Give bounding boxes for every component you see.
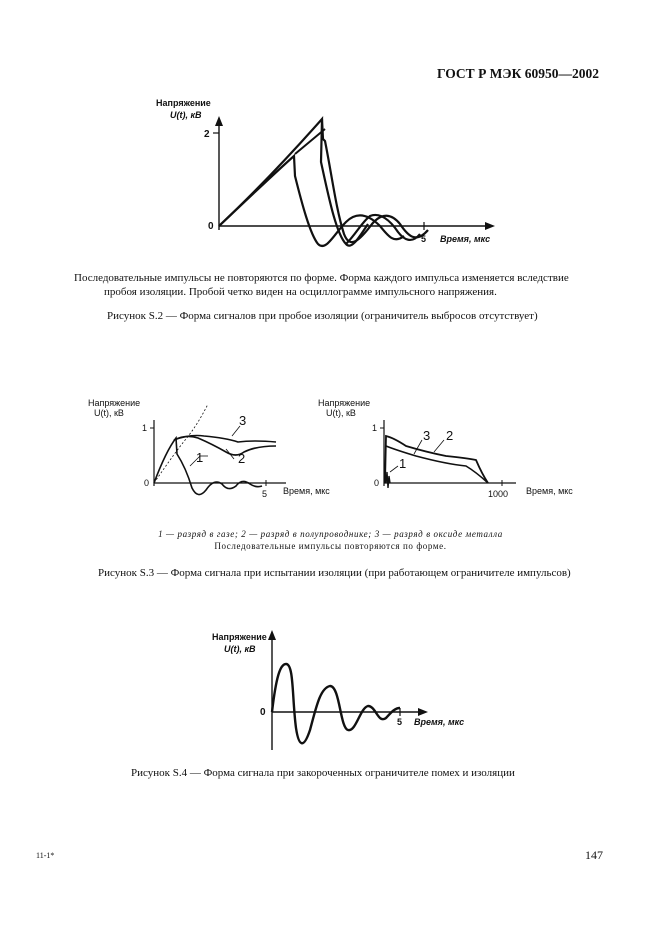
- s3l-curve-1: [154, 438, 262, 495]
- s4-oscillation-curve: [272, 664, 403, 743]
- s3l-curve-label-1: 1: [196, 450, 204, 465]
- s4-y-label-2: U(t), кВ: [224, 644, 256, 654]
- s2-x-tick-end: 5: [421, 234, 427, 244]
- s4-x-label: Время, мкс: [414, 717, 465, 727]
- s3l-y-label-1: Напряжение: [88, 398, 141, 408]
- page-number: 147: [585, 848, 603, 862]
- s3l-curve-label-3: 3: [239, 413, 247, 428]
- s3-legend-line-2: Последовательные импульсы повторяются по форме.: [214, 541, 447, 551]
- s2-y-tick-zero: 0: [208, 221, 214, 232]
- s3-legend: [0, 528, 661, 552]
- figure-s3-left-graph: [86, 396, 298, 502]
- s3r-curve-label-1: 1: [399, 456, 407, 471]
- s3r-leader-1: [390, 466, 398, 472]
- s2-note-line-2: пробоя изоляции. Пробой четко виден на осциллограмме импульсного напряжения.: [104, 286, 497, 298]
- s4-caption: Рисунок S.4 — Форма сигнала при закороченных ограничителе помех и изоляции: [131, 767, 515, 779]
- s3r-curve-label-3: 3: [423, 428, 431, 443]
- figure-s3-right-graph: [316, 396, 526, 502]
- s3r-curve-label-2: 2: [446, 428, 454, 443]
- s3l-x-tick-end: 5: [262, 489, 268, 499]
- s3r-x-tick-end: 1000: [488, 489, 509, 499]
- s3r-leader-2: [434, 440, 444, 452]
- s4-y-label-1: Напряжение: [212, 632, 267, 642]
- s4-x-axis-arrow: [418, 708, 428, 716]
- s3l-curve-label-2: 2: [238, 451, 246, 466]
- s3r-y-label-2: U(t), кВ: [326, 408, 356, 418]
- document-header-title: ГОСТ Р МЭК 60950—2002: [437, 66, 599, 81]
- s3r-leader-3: [414, 440, 422, 454]
- s3l-y-tick-top: 1: [142, 423, 148, 433]
- s2-pulse-2: [219, 156, 404, 246]
- s4-y-axis-arrow: [268, 630, 276, 640]
- s3l-y-label-2: U(t), кВ: [94, 408, 124, 418]
- s3-caption: Рисунок S.3 — Форма сигнала при испытании изоляции (при работающем ограничителе импульсов): [98, 567, 571, 579]
- figure-s4-graph: [204, 628, 484, 758]
- s2-x-axis-arrow: [485, 222, 495, 230]
- s2-caption: Рисунок S.2 — Форма сигналов при пробое изоляции (ограничитель выбросов отсутствует): [107, 310, 538, 322]
- s3l-y-tick-zero: 0: [144, 478, 150, 488]
- s2-pulse-3: [322, 119, 428, 242]
- s3r-y-tick-top: 1: [372, 423, 378, 433]
- s2-y-axis-arrow: [215, 116, 223, 126]
- s2-note: [74, 271, 594, 299]
- s2-y-tick-top: 2: [204, 129, 210, 140]
- s3l-x-label: Время, мкс: [283, 486, 330, 496]
- s3r-y-tick-zero: 0: [374, 478, 380, 488]
- s3-legend-line-1: 1 — разряд в газе; 2 — разряд в полупроводнике; 3 — разряд в оксиде металла: [158, 529, 503, 539]
- s3r-y-label-1: Напряжение: [318, 398, 371, 408]
- s2-y-label-2: U(t), кВ: [170, 110, 202, 120]
- s2-note-line-1: Последовательные импульсы не повторяются по форме. Форма каждого импульса изменяется вследствие: [74, 272, 569, 284]
- s3r-x-label: Время, мкс: [526, 486, 573, 496]
- s2-x-label: Время, мкс: [440, 234, 491, 244]
- s3l-curve-3: [174, 436, 276, 443]
- s2-y-label-1: Напряжение: [156, 98, 211, 108]
- s3l-dashed-reference: [154, 404, 208, 483]
- figure-s2-graph: [150, 94, 500, 254]
- footer-left-mark: 11-1*: [36, 851, 55, 860]
- s4-x-tick-end: 5: [397, 717, 403, 727]
- s3r-curve-1: [386, 472, 390, 488]
- s4-y-tick-zero: 0: [260, 707, 266, 718]
